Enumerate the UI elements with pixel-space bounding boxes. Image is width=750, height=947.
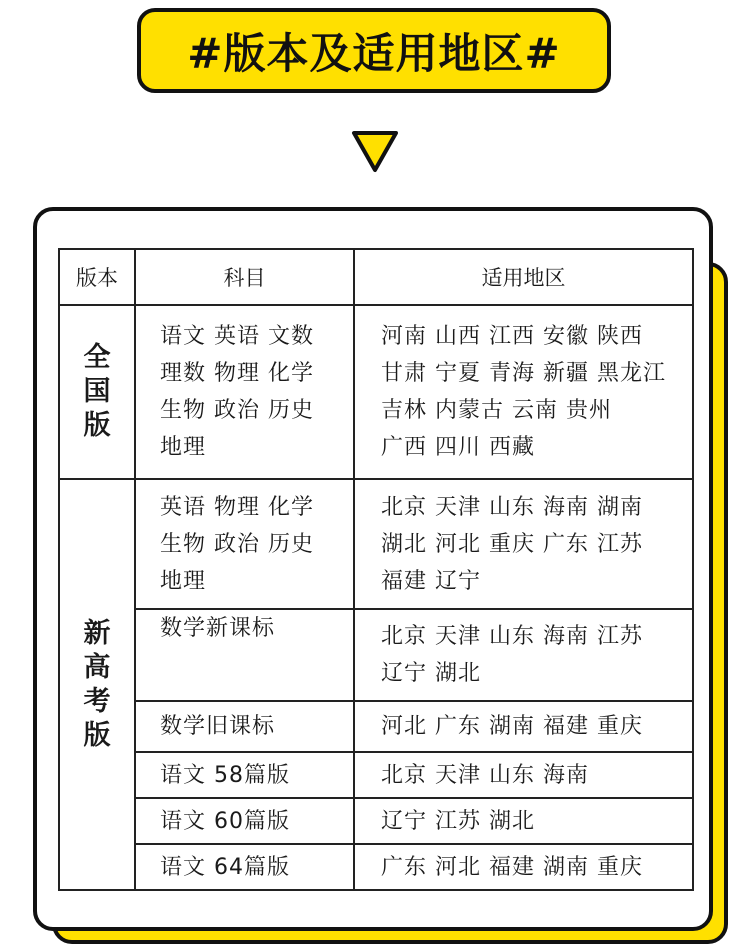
subject-cell (135, 609, 354, 701)
region-line: 辽宁 湖北 (381, 661, 481, 686)
version-national (59, 305, 135, 479)
region-line: 湖北 河北 重庆 广东 江苏 (381, 531, 643, 557)
header-region: 适用地区 (354, 249, 693, 305)
subject-line: 语文 64篇版 (160, 854, 290, 880)
header-version: 版本 (59, 249, 135, 305)
subject-line: 英语 物理 化学 (160, 494, 314, 520)
version-table (58, 248, 694, 891)
region-line: 甘肃 宁夏 青海 新疆 黑龙江 (381, 361, 666, 386)
version-new-gaokao (59, 479, 135, 890)
region-cell (354, 305, 693, 479)
region-cell (354, 798, 693, 844)
table-row (59, 305, 693, 479)
subject-line: 数学旧课标 (160, 714, 276, 739)
subject-cell (135, 305, 354, 479)
table-row (59, 609, 693, 701)
subject-line: 生物 政治 历史 (160, 531, 314, 557)
region-line: 福建 辽宁 (381, 568, 481, 594)
region-line: 北京 天津 山东 海南 江苏 (381, 624, 643, 649)
subject-line: 语文 58篇版 (160, 762, 290, 788)
subject-cell (135, 752, 354, 798)
subject-line: 数学新课标 (160, 616, 276, 641)
region-line: 广东 河北 福建 湖南 重庆 (381, 854, 643, 880)
version-char: 全 (83, 342, 111, 373)
subject-cell (135, 479, 354, 609)
page-title: #版本及适用地区# (137, 8, 611, 93)
version-char: 新 (83, 617, 111, 649)
subject-line: 地理 (160, 568, 207, 594)
region-line: 北京 天津 山东 海南 (381, 762, 589, 788)
region-line: 吉林 内蒙古 云南 贵州 (381, 398, 612, 423)
region-line: 北京 天津 山东 海南 湖南 (381, 494, 643, 520)
subject-line: 语文 英语 文数 (160, 324, 314, 349)
version-char: 国 (83, 376, 111, 407)
down-triangle-icon (351, 130, 399, 174)
region-cell (354, 844, 693, 890)
region-line: 广西 四川 西藏 (381, 435, 535, 460)
table-row (59, 798, 693, 844)
subject-cell (135, 798, 354, 844)
header-subject: 科目 (135, 249, 354, 305)
version-char: 版 (83, 410, 111, 441)
table-row (59, 844, 693, 890)
region-cell (354, 479, 693, 609)
subject-line: 理数 物理 化学 (160, 361, 314, 386)
region-cell (354, 752, 693, 798)
version-char: 高 (83, 651, 111, 683)
subject-line: 语文 60篇版 (160, 808, 290, 834)
table-row (59, 479, 693, 609)
table-row (59, 701, 693, 752)
version-char: 版 (83, 719, 111, 751)
subject-line: 生物 政治 历史 (160, 398, 314, 423)
table-row (59, 752, 693, 798)
region-line: 河南 山西 江西 安徽 陕西 (381, 324, 643, 349)
subject-line: 地理 (160, 435, 207, 460)
table-header-row (59, 249, 693, 305)
region-line: 辽宁 江苏 湖北 (381, 808, 535, 834)
subject-cell (135, 844, 354, 890)
region-line: 河北 广东 湖南 福建 重庆 (381, 714, 643, 739)
region-cell (354, 609, 693, 701)
version-char: 考 (83, 685, 111, 717)
region-cell (354, 701, 693, 752)
subject-cell (135, 701, 354, 752)
